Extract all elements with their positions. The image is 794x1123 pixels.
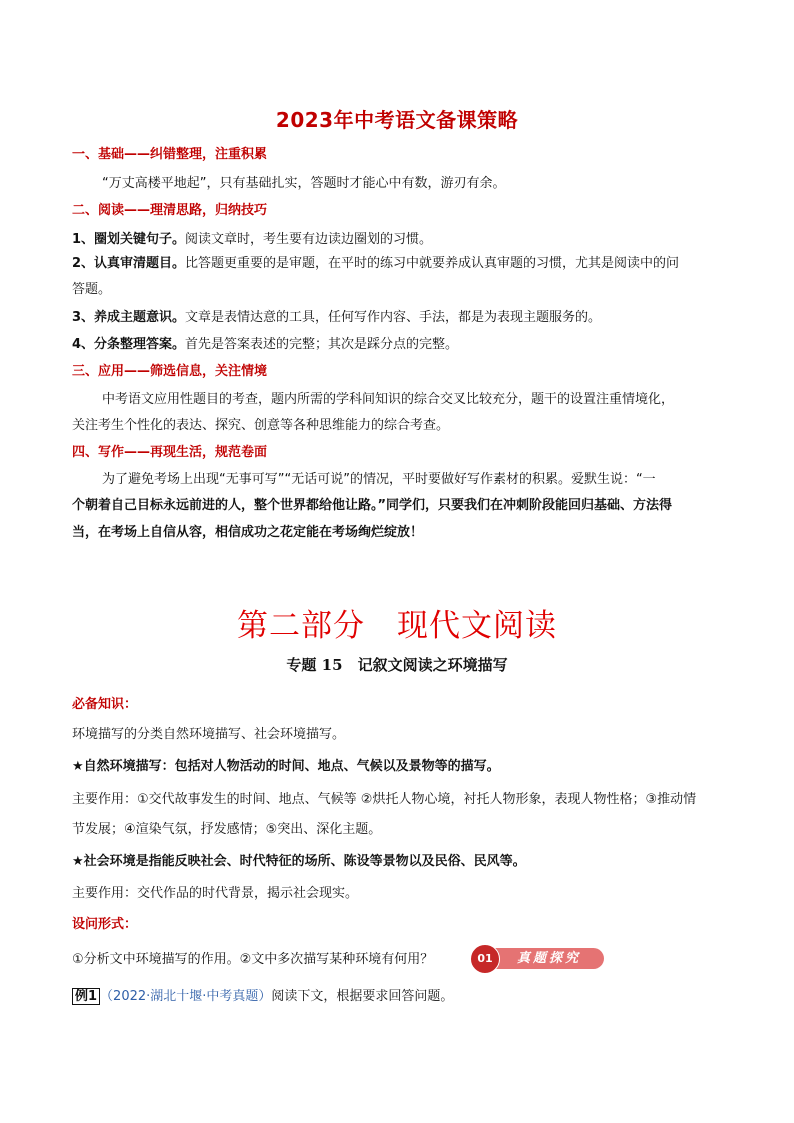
section1-paragraph: “万丈高楼平地起”，只有基础扎实，答题时才能心中有数，游刃有余。 [102, 176, 506, 191]
section4-line-1: 为了避免考场上出现“无事可写”“无话可说”的情况，平时要做好写作素材的积累。爱默生说：“一 [102, 472, 656, 487]
topic-number: 15 [321, 656, 343, 674]
document-title: 2023年中考语文备课策略 [275, 108, 519, 132]
topic-prefix: 专题 [286, 656, 317, 674]
section-heading-1: 一、基础——纠错整理，注重积累 [72, 147, 268, 162]
section4-line-3: 当，在考场上自信从容，相信成功之花定能在考场绚烂绽放！ [72, 525, 424, 540]
example-source: （2022·湖北十堰·中考真题） [100, 989, 272, 1004]
section3-line-1: 中考语文应用性题目的考查，题内所需的学科间知识的综合交叉比较充分，题干的设置注重情境化， [102, 392, 675, 407]
badge-number: 01 [470, 944, 500, 974]
knowledge-line-2: ★自然环境描写：包括对人物活动的时间、地点、气候以及景物等的描写。 [72, 759, 500, 774]
tip-text: 比答题更重要的是审题，在平时的练习中就要养成认真审题的习惯，尤其是阅读中的问 [185, 256, 680, 271]
example-line [72, 985, 453, 1004]
knowledge-line-6: 主要作用：交代作品的时代背景，揭示社会现实。 [72, 886, 359, 901]
example-label: 例1 [72, 988, 100, 1005]
reading-tip-4 [72, 333, 458, 352]
section-heading-4: 四、写作——再现生活，规范卷面 [72, 445, 268, 460]
knowledge-line-4: 节发展；④渲染气氛，抒发感情；⑤突出、深化主题。 [72, 822, 382, 837]
reading-tip-1 [72, 228, 432, 247]
section-heading-2: 二、阅读——理清思路，归纳技巧 [72, 203, 268, 218]
section4-line-2: 个朝着自己目标永远前进的人，整个世界都给他让路。”同学们，只要我们在冲刺阶段能回归基础、方法得 [72, 498, 673, 513]
must-know-label: 必备知识： [72, 697, 138, 712]
true-question-badge [470, 944, 604, 974]
reading-tip-3 [72, 306, 601, 325]
reading-tip-2-cont: 答题。 [72, 282, 112, 297]
knowledge-line-1: 环境描写的分类自然环境描写、社会环境描写。 [72, 727, 346, 742]
badge-label: 真题探究 [488, 948, 604, 969]
tip-lead: 1、圈划关键句子。 [72, 232, 186, 247]
tip-text: 文章是表情达意的工具，任何写作内容、手法，都是为表现主题服务的。 [185, 310, 602, 325]
tip-lead: 4、分条整理答案。 [72, 337, 186, 352]
topic-subtitle [0, 654, 794, 675]
section-heading-3: 三、应用——筛选信息，关注情境 [72, 364, 268, 379]
question-form-line: ①分析文中环境描写的作用。②文中多次描写某种环境有何用？ [72, 952, 434, 967]
question-form-label: 设问形式： [72, 917, 138, 932]
tip-lead: 2、认真审清题目。 [72, 256, 186, 271]
topic-name: 记叙文阅读之环境描写 [357, 656, 508, 674]
reading-tip-2 [72, 252, 679, 271]
tip-lead: 3、养成主题意识。 [72, 310, 186, 325]
knowledge-line-3: 主要作用：①交代故事发生的时间、地点、气候等 ②烘托人物心境，衬托人物形象，表现人物性格；③推动情 [72, 792, 697, 807]
example-text: 阅读下文，根据要求回答问题。 [271, 989, 454, 1004]
tip-text: 阅读文章时，考生要有边读边圈划的习惯。 [185, 232, 433, 247]
tip-text: 首先是答案表述的完整；其次是踩分点的完整。 [185, 337, 459, 352]
section3-line-2: 关注考生个性化的表达、探究、创意等各种思维能力的综合考查。 [72, 418, 450, 433]
knowledge-line-5: ★社会环境是指能反映社会、时代特征的场所、陈设等景物以及民俗、民风等。 [72, 854, 526, 869]
part-title: 第二部分 现代文阅读 [237, 608, 557, 644]
